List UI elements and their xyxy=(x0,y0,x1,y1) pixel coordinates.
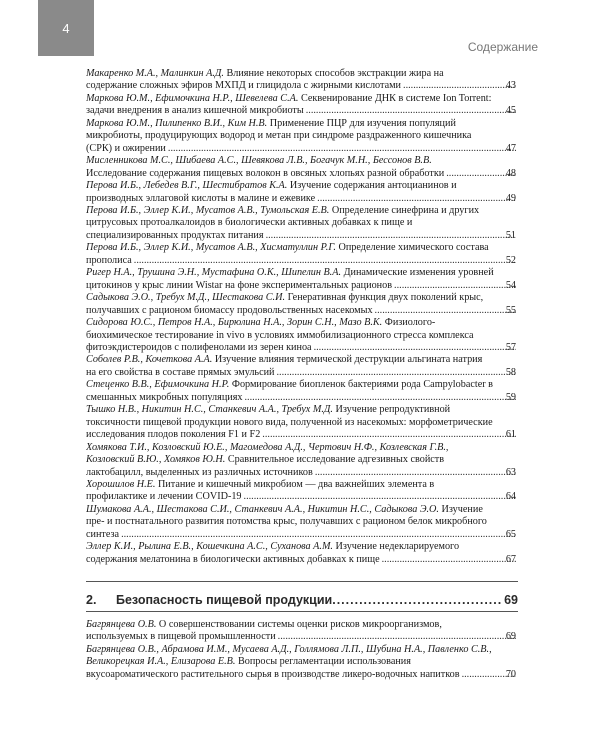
toc-entry-authors: Сидорова Ю.С., Петров Н.А., Бирюлина Н.А., Зорин С.Н., Мазо В.К. xyxy=(86,317,383,329)
toc-entry[interactable] xyxy=(86,155,516,180)
toc-entry[interactable] xyxy=(86,379,516,404)
toc-entry-title: Изучение репродуктивной токсичности пищевой продукции нового вида, полученной из насекомых: морфометрические исследования плодов поколения F1 и F2 xyxy=(86,404,493,441)
toc-entry-title: Формирование биопленок бактериями рода Campylobacter в смешанных микробных популяциях xyxy=(86,379,493,403)
toc-entry-page: 57 xyxy=(505,341,516,353)
toc-entry[interactable] xyxy=(86,68,516,93)
toc-entry-authors: Маркова Ю.М., Пилипенко В.И., Ким Н.В. xyxy=(86,117,268,129)
toc-entry-authors: Ригер Н.А., Трушина Э.Н., Мустафина О.К., Шипелин В.А. xyxy=(86,267,342,279)
toc-entry-page: 49 xyxy=(505,192,516,204)
toc-entry-authors: Садыкова Э.О., Требух М.Д., Шестакова С.И. xyxy=(86,292,286,304)
toc-entry-authors: Эллер К.И., Рылина Е.В., Кошечкина А.С., Суханова А.М. xyxy=(86,541,333,553)
section-title: Безопасность пищевой продукции xyxy=(116,593,333,607)
toc-entry-title: Генеративная функция двух поколений крыс, получавших с рационом биомассу продовольственных насекомых xyxy=(86,292,484,316)
toc-entry[interactable] xyxy=(86,442,516,479)
toc-entry[interactable] xyxy=(86,292,516,317)
toc-entry-page: 45 xyxy=(505,105,516,117)
toc-entry[interactable] xyxy=(86,504,516,541)
toc-entry-authors: Мисленникова М.С., Шибаева А.С., Шевякова Л.В., Богачук М.Н., Бессонов В.В. xyxy=(86,155,432,167)
toc-entry-page: 65 xyxy=(505,528,516,540)
toc-entry-page: 69 xyxy=(505,631,516,643)
toc-entry-authors: Багрянцева О.В. xyxy=(86,619,157,630)
toc-entry-page: 64 xyxy=(505,491,516,503)
toc-entry[interactable] xyxy=(86,479,516,504)
toc-entry-title: Физиолого-биохимическое тестирование in vivo в условиях иммобилизационного стресса комплекса фитоэкдистероидов с полифенолами из зерен киноа xyxy=(86,317,474,353)
toc-entry[interactable] xyxy=(86,180,516,205)
section-number: 2. xyxy=(86,593,97,607)
toc-entry[interactable] xyxy=(86,354,516,379)
toc-entry[interactable] xyxy=(86,644,516,681)
toc-entry-title: О совершенствовании системы оценки рисков микроорганизмов, используемых в пищевой промышленности xyxy=(86,619,442,643)
toc-entry-page: 51 xyxy=(505,229,516,241)
toc-entry-title: Влияние некоторых способов экстракции жира на содержание сложных эфиров МХПД и глицидола с жирными кислотами xyxy=(86,68,444,92)
toc-entry-authors: Багрянцева О.В., Абрамова И.М., Мусаева А.Д., Голлямова Л.П., Шубина Н.А., Павленко С.В., Великорецкая И.А., Елизарова Е.В. xyxy=(86,643,492,668)
toc-entry-authors: Перова И.Б., Эллер К.И., Мусатов А.В., Тумольская Е.В. xyxy=(86,204,330,216)
toc-entry-authors: Шумакова А.А., Шестакова С.И., Станкевич А.А., Никитин Н.С., Садыкова Э.О. xyxy=(86,503,439,515)
section-heading[interactable] xyxy=(86,593,518,607)
toc-entry-page: 43 xyxy=(505,80,516,92)
toc-entry[interactable] xyxy=(86,242,516,267)
toc-list xyxy=(86,68,516,566)
toc-entry-page: 63 xyxy=(505,466,516,478)
toc-entry[interactable] xyxy=(86,541,516,566)
toc-entry-page: 55 xyxy=(505,304,516,316)
toc-list-section2 xyxy=(86,619,516,681)
page-number-tab xyxy=(38,0,94,56)
toc-entry-page: 59 xyxy=(505,391,516,403)
toc-entry[interactable] xyxy=(86,118,516,155)
toc-entry[interactable] xyxy=(86,317,516,354)
toc-entry-authors: Маркова Ю.М., Ефимочкина Н.Р., Шевелева С.А. xyxy=(86,92,299,104)
toc-entry-title: Сравнительное исследование адгезивных свойств лактобацилл, выделенных из различных источников xyxy=(86,454,445,478)
toc-entry-page: 52 xyxy=(505,254,516,266)
toc-entry-page: 54 xyxy=(505,279,516,291)
toc-entry-page: 61 xyxy=(505,429,516,441)
toc-entry-title: Исследование содержания пищевых волокон в овсяных хлопьях разной обработки xyxy=(86,167,445,179)
toc-entry-title: Определение химического состава прополиса xyxy=(86,242,489,266)
toc-entry-title: Вопросы регламентации использования вкусоароматического растительного сырья в производстве ликеро-водочных напитков xyxy=(86,656,460,680)
toc-entry-authors: Тышко Н.В., Никитин Н.С., Станкевич А.А., Требух М.Д. xyxy=(86,404,333,416)
toc-entry[interactable] xyxy=(86,404,516,441)
section-leader xyxy=(332,593,502,607)
toc-entry-authors: Перова И.Б., Лебедев В.Г., Шестибратов К.А. xyxy=(86,180,288,192)
toc-entry-title: Питание и кишечный микробиом — два важнейших элемента в профилактике и лечении COVID-19 xyxy=(86,478,435,503)
toc-entry-page: 58 xyxy=(505,366,516,378)
toc-entry-page: 67 xyxy=(505,553,516,565)
toc-entry-page: 70 xyxy=(505,668,516,680)
toc-entry-title: Секвенирование ДНК в системе Ion Torrent: задачи внедрения в анализ кишечной микробиоты xyxy=(86,92,492,117)
section-divider-top xyxy=(86,581,518,582)
toc-entry-authors: Макаренко М.А., Малинкин А.Д. xyxy=(86,68,224,79)
toc-entry[interactable] xyxy=(86,205,516,242)
running-header: Содержание xyxy=(467,40,538,54)
toc-entry-authors: Перова И.Б., Эллер К.И., Мусатов А.В., Хисматуллин Р.Г. xyxy=(86,242,336,254)
page-number: 4 xyxy=(62,20,70,36)
toc-entry-authors: Стеценко В.В., Ефимочкина Н.Р. xyxy=(86,379,230,391)
toc-entry-title: Изучение пре- и постнатального развития потомства крыс, получавших с рационом белок микробного синтеза xyxy=(86,503,487,540)
section-divider-bottom xyxy=(86,611,518,612)
toc-entry-authors: Соболев Р.В., Кочеткова А.А. xyxy=(86,354,213,366)
toc-entry-page: 48 xyxy=(505,167,516,179)
toc-entry-title: Изучение недекларируемого содержания мелатонина в биологически активных добавках к пище xyxy=(86,541,460,565)
toc-entry-page: 47 xyxy=(505,142,516,154)
toc-entry-title: Изучение содержания антоцианинов и производных эллаговой кислоты в малине и ежевике xyxy=(86,180,457,204)
toc-entry-authors: Хомякова Т.И., Козловский Ю.Е., Магомедова А.Д., Чертович Н.Ф., Козлевская Г.В., Козловский В.Ю., Хомяков Ю.Н. xyxy=(86,441,449,466)
toc-entry-authors: Хорошилов Н.Е. xyxy=(86,478,156,490)
toc-entry[interactable] xyxy=(86,93,516,118)
toc-entry-title: Изучение влияния термической деструкции альгината натрия на его свойства в составе прямых эмульсий xyxy=(86,354,483,378)
section-page: 69 xyxy=(504,593,518,607)
toc-entry-title: Применение ПЦР для изучения популяций микробиоты, продуцирующих водород и метан при синдроме раздраженного кишечника (СРК) и ожирении xyxy=(86,117,472,154)
toc-entry[interactable] xyxy=(86,267,516,292)
toc-entry[interactable] xyxy=(86,619,516,644)
toc-entry-title: Динамические изменения уровней цитокинов у крыс линии Wistar на фоне экспериментальных рационов xyxy=(86,267,494,291)
toc-entry-title: Определение синефрина и других цитрусовых протоалкалоидов в биологически активных добавках к пище и специализированных продуктах питания xyxy=(86,204,480,241)
